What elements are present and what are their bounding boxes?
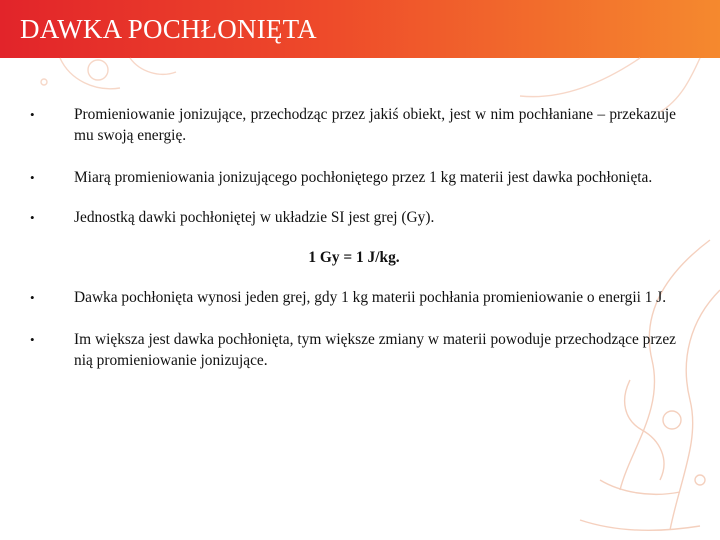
bullet-item [30, 287, 676, 308]
slide-content [30, 104, 676, 371]
bullet-item [30, 207, 676, 228]
bullet-text: Dawka pochłonięta wynosi jeden grej, gdy 1 kg materii pochłania promieniowanie o energii 1 J. [74, 289, 667, 306]
bullet-marker: • [30, 170, 35, 185]
bullet-marker: • [30, 290, 35, 305]
bullet-marker: • [30, 332, 35, 347]
bullet-text: Promieniowanie jonizujące, przechodząc przez jakiś obiekt, jest w nim pochłaniane – przekazuje mu swoją energię. [74, 106, 676, 144]
title-bar [0, 0, 720, 58]
formula: 1 Gy = 1 J/kg. [308, 249, 400, 266]
bullet-text: Jednostką dawki pochłoniętej w układzie SI jest grej (Gy). [74, 209, 435, 226]
bullet-item [30, 167, 676, 188]
slide-title: DAWKA POCHŁONIĘTA [20, 14, 317, 44]
bullet-item [30, 104, 676, 146]
bullet-item [30, 329, 676, 371]
bullet-text: Im większa jest dawka pochłonięta, tym większe zmiany w materii powoduje przechodzące przez nią promieniowanie jonizujące. [74, 331, 676, 369]
bullet-text: Miarą promieniowania jonizującego pochłoniętego przez 1 kg materii jest dawka pochłonięta. [74, 169, 653, 186]
bullet-marker: • [30, 107, 35, 122]
bullet-marker: • [30, 210, 35, 225]
